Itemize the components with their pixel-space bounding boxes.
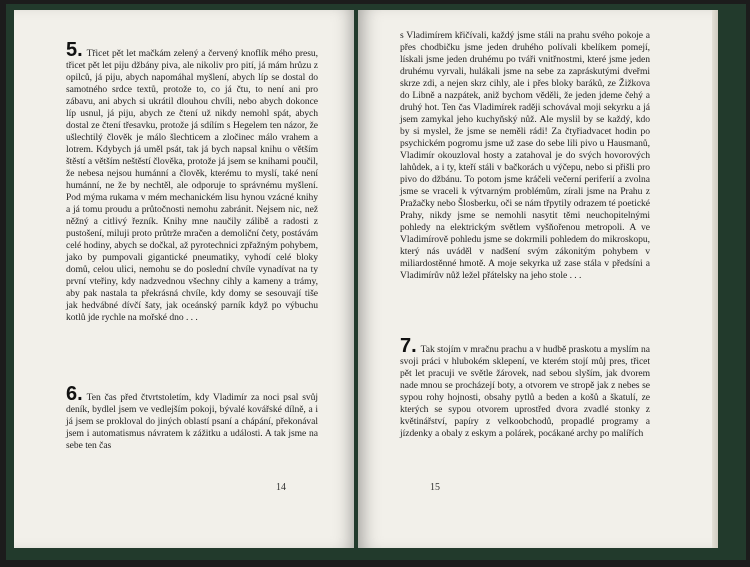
section-7-number: 7. <box>400 335 417 357</box>
section-7-block <box>400 336 650 440</box>
left-page <box>14 10 354 548</box>
page-number-right: 15 <box>430 482 440 493</box>
section-6-number: 6. <box>66 383 83 405</box>
continuation-text: s Vladimírem křičívali, každý jsme stáli na prahu svého pokoje a přes chodbičku jsme jeden druhého polívali kbelíkem pomejí, lískali jsme jeden druhému po tváři vnitřnostmi, které jsme jeden druhému vyrvali, hulákali jsme na sebe za zapráskutými dveřmi skrze zdi, a nejen skrz cihly, ale i přes bloky baráků, ze Žižkova do Libně a nazpátek, aniž bychom věděli, že jeden jdeme čehý a druhý hot. Ten čas Vladimírek raději schovával moji sekyrku a já jsem zamykal jeho kuchyňský nůž. Ale myslil by se každý, kdo by si myslel, že jsme se neměli rádi! Za čtyřiadvacet hodin po psychickém pogromu jsme už zase do sebe lili pivo u Hausmanů, Vladimír okouzloval hosty a zatahoval je do svých hovorových lahůdek, a i ty, kteří stáli v bačkorách u výčepu, nebo si přišli pro pivo do džbánu. To potom jsme kráčeli večerní periferií a zvolna jsme se vraceli k výtvarným problémům, zírali jsme na Prahu z Pražačky nebo Šlosberku, oči se nám třpytily odrazem té poetické Prahy, nikdy jsme se nemohli nasytit těmi neuchopitelnými pohledy na elektrickým světlem vyšňořenou metropoli. A ve Vladimírově pohledu jsme se dokrmili pohledem do mikroskopu, který nás uváděl v nadšení svým zákonitým pohybem v miliardostěnné hmotě. A moje sekyrka už zase stála v předsíni a Vladimírův nůž ležel přátelsky na jeho stole . . . <box>400 30 650 281</box>
book-spread <box>6 4 746 560</box>
right-page <box>358 10 718 548</box>
section-6-block <box>66 384 318 452</box>
section-5-text: Třicet pět let mačkám zelený a červený knoflík mého presu, třicet pět let piju džbány piva, ale nikoliv pro pití, já mám hrůzu z opilců, já piju, abych napomáhal myšlení, abych líp se dostal do samotného srdce textů, protože to, co já čtu, to není ani pro zábavu, ani abych si ukrátil dlouhou chvíli, nebo abych dokonce líp usnul, já piju, abych ze čtení už nikdy nemohl spát, abych dostal ze čtení třesavku, protože já sdílím s Hegelem ten názor, že ušlechtilý člověk je málo šlechticem a zločinec málo vrahem a lotrem. Kdybych já uměl psát, tak já bych napsal knihu o větším štěstí a větším neštěstí člověka, protože já jsem se knihami poučil, že nebesa nejsou humánní a člověk, kterému to myslí, také není humánní, ne že by nechtěl, ale odporuje to správnému myšlení. Pod mýma rukama v mém mechanickém lisu hynou vzácné knihy a já tomu proudu a průtočnosti nemohu zabránit. Nejsem nic, než něžný a citlivý řezník. Knihy mne naučily zálibě a radosti z pustošení, miluji proto průtrže mračen a demoliční čety, postávám celé hodiny, abych se dočkal, až pyrotechnici zpřažným pohybem, jako by pumpovali gigantické pneumatiky, vyhodí celé bloky domů, celou ulici, nemohu se do poslední chvíle vynadívat na ty první vteřiny, kdy nadzvednou všechny cihly a kameny a trámy, aby pak nastala ta překrásná chvíle, kdy domy se sesouvají tiše jak hedvábné dívčí šaty, jak oceánský parník když po výbuchu kotlů jde rychle na mořské dno . . . <box>66 48 318 323</box>
section-6-text: Ten čas před čtvrtstoletím, kdy Vladimír za noci psal svůj deník, bydlel jsem ve vedlejším pokoji, bývalé kovářské dílně, a i já jsem se prokloval do jiných oblastí psaní a chápání, překonával jsem i automatismus návratem k zážitku a události. A tak jsme na sebe ten čas <box>66 392 318 451</box>
section-7-text: Tak stojím v mračnu prachu a v hudbě praskotu a myslím na svoji práci v hlubokém sklepení, ve kterém stojí můj pres, třicet pět let pracuji ve světle žárovek, nad sebou slyším, jak dvorem nade mnou se procházejí boty, a otvorem ve stropě jak z nebes se sypou rohy hojnosti, obsahy pytlů a beden a košů a škatulí, ze kterých se sypou otvorem uprostřed dvora zvadlé stonky z květinářství, papíry z velkoobchodů, propadlé programy a jízdenky a obaly z eskym a polárek, pocákané archy po malířích <box>400 344 650 439</box>
continuation-block <box>400 30 650 282</box>
page-number-left: 14 <box>276 482 286 493</box>
section-5-block <box>66 40 318 324</box>
section-5-number: 5. <box>66 39 83 61</box>
